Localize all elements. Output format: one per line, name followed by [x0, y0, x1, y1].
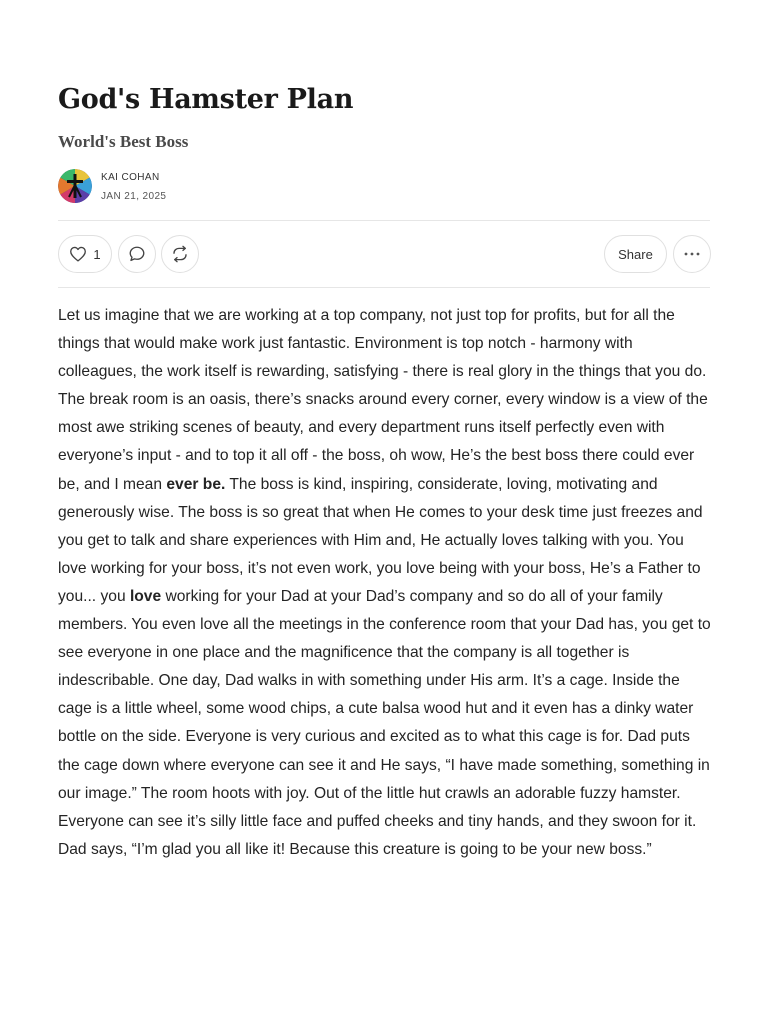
body-text-part-3: working for your Dad at your Dad’s company and so do all of your family members. You even love all the meetings in the conference room that your Dad has, you get to see everyone in one place and the magnificence that the company is all together is indescribable. One day, Dad walks in with something under His arm. It’s a cage. Inside the cage is a little wheel, some wood chips, a cute balsa wood hut and it even has a dinky water bottle on the side. Everyone is very curious and excited as to what this cage is for. Dad puts the cage down where everyone can see it and He says, “I have made something, something in our image.” The room hoots with joy. Out of the little hut crawls an adorable fuzzy hamster. Everyone can see it’s silly little face and puffed cheeks and tiny hands, and they swoon for it. Dad says, “I’m glad you all like it! Because this creature is going to be your new boss.”	[58, 587, 711, 858]
body-emphasis-ever-be: ever be.	[166, 475, 226, 493]
more-button[interactable]	[673, 235, 711, 273]
share-button[interactable]: Share	[604, 235, 667, 273]
divider-top	[58, 220, 710, 221]
restack-button[interactable]	[161, 235, 199, 273]
post-title: God's Hamster Plan	[58, 84, 354, 115]
like-button[interactable]	[58, 235, 112, 273]
comment-button[interactable]	[118, 235, 156, 273]
restack-icon	[171, 245, 189, 263]
comment-icon	[128, 245, 146, 263]
like-count: 1	[93, 246, 101, 262]
body-text-part-1: Let us imagine that we are working at a top company, not just top for profits, but for all the things that would make work just fantastic. Environment is top notch - harmony with colleagues, the work itself is rewarding, satisfying - there is real glory in the things that you do. The break room is an oasis, there’s snacks around every corner, every window is a view of the most awe striking scenes of beauty, and every department runs itself perfectly even with everyone’s input - and to top it all off - the boss, oh wow, He’s the best boss there could ever be, and I mean	[58, 307, 708, 493]
author-avatar[interactable]	[58, 169, 92, 203]
post-body	[58, 302, 712, 864]
avatar-image	[58, 169, 92, 203]
author-name[interactable]: KAI COHAN	[101, 172, 160, 183]
divider-bottom	[58, 287, 710, 288]
post-date: JAN 21, 2025	[101, 191, 167, 202]
body-text-part-2: The boss is kind, inspiring, considerate, loving, motivating and generously wise. The boss is so great that when He comes to your desk time just freezes and you get to talk and share experiences with Him and, He actually loves talking with you. You love working for your boss, it’s not even work, you love being with your boss, He’s a Father to you... you	[58, 475, 703, 605]
heart-icon	[69, 246, 87, 262]
body-emphasis-love: love	[129, 587, 162, 605]
more-icon	[684, 252, 700, 256]
post-subtitle: World's Best Boss	[58, 132, 189, 151]
